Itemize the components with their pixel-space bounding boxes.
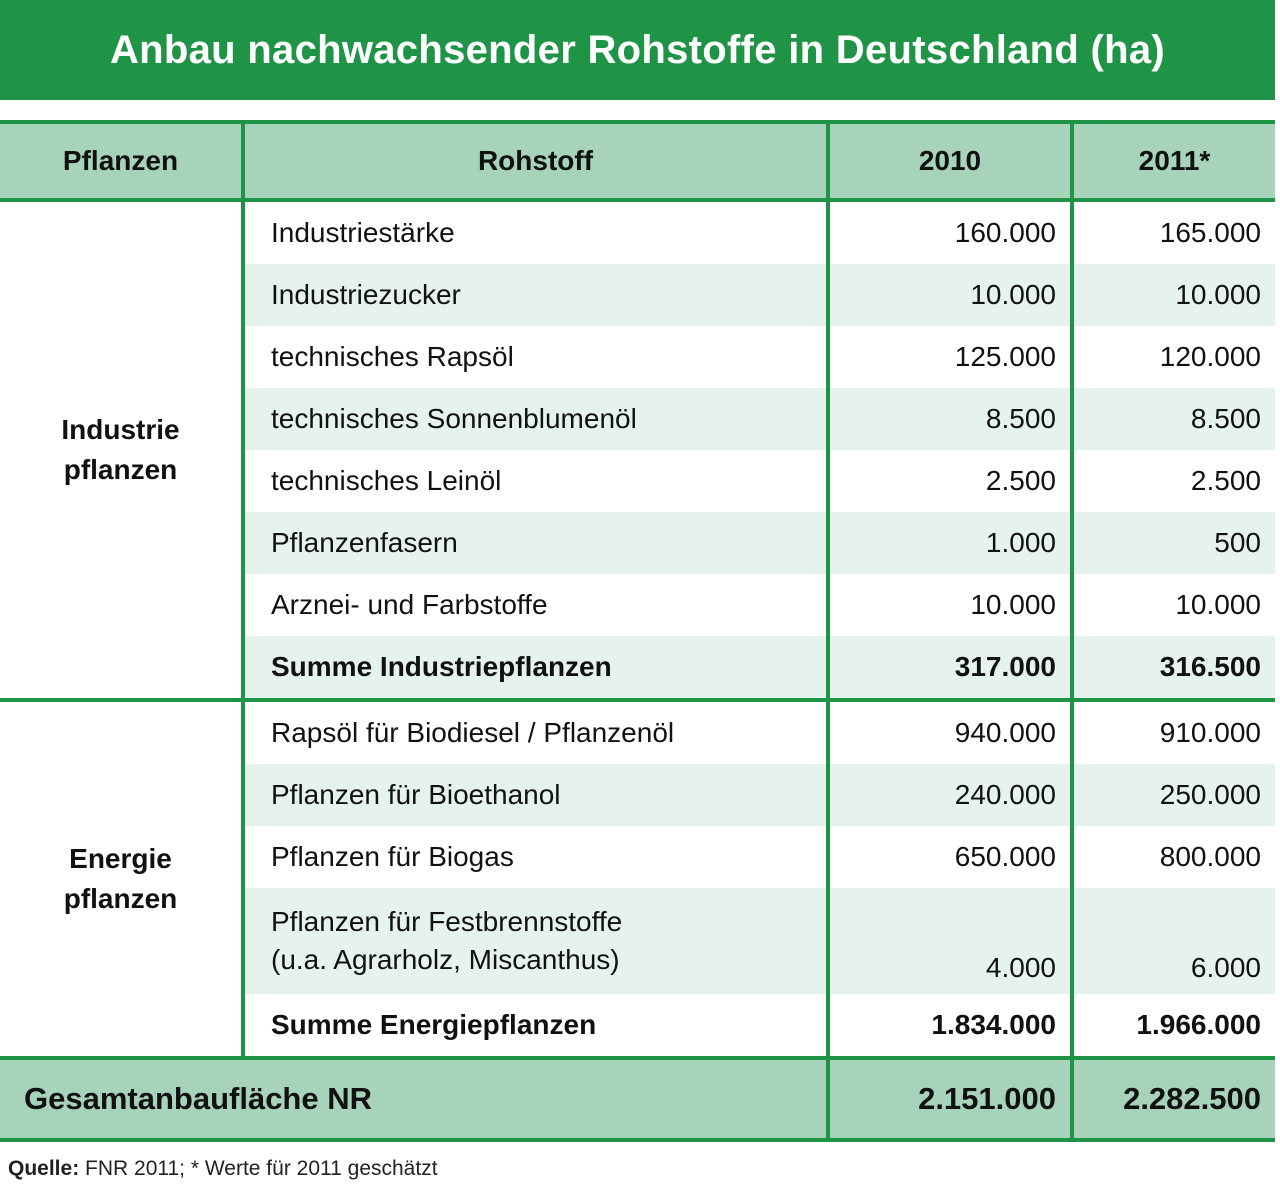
table-body xyxy=(0,200,1275,1140)
value-2010-cell: 940.000 xyxy=(828,700,1072,764)
value-2010-cell: 317.000 xyxy=(828,636,1072,700)
value-2011-cell: 2.500 xyxy=(1190,465,1261,496)
rohstoff-cell: Industriezucker xyxy=(243,264,828,326)
column-header-rohstoff: Rohstoff xyxy=(243,122,828,200)
rohstoff-cell: Pflanzenfasern xyxy=(243,512,828,574)
total-2011-cell: 2.282.500 xyxy=(1072,1058,1275,1140)
value-2010-cell: 650.000 xyxy=(828,826,1072,888)
source-footnote xyxy=(8,1157,438,1181)
sum-label: Summe Energiepflanzen xyxy=(243,994,828,1058)
footnote-source-label: Quelle: xyxy=(8,1157,80,1180)
rohstoff-cell: Pflanzen für Biogas xyxy=(243,826,828,888)
group-label: Energie pflanzen xyxy=(0,700,243,1058)
value-2011-cell: 10.000 xyxy=(1175,589,1261,620)
value-2011-cell: 500 xyxy=(1072,512,1275,574)
rohstoff-cell: technisches Sonnenblumenöl xyxy=(243,388,828,450)
value-2011-cell: 800.000 xyxy=(1159,841,1261,872)
value-2011-cell: 8.500 xyxy=(1072,388,1275,450)
value-2010-cell: 1.834.000 xyxy=(828,994,1072,1058)
table-title: Anbau nachwachsender Rohstoffe in Deutschland (ha) xyxy=(0,0,1275,100)
value-2011-cell: 6.000 xyxy=(1072,888,1275,994)
rohstoff-cell: Industriestärke xyxy=(243,200,828,264)
value-2011-cell: 1.966.000 xyxy=(1136,1009,1261,1040)
total-row xyxy=(0,1058,1275,1140)
value-2010-cell: 10.000 xyxy=(828,264,1072,326)
value-2010-cell: 4.000 xyxy=(828,888,1072,994)
value-2010-cell: 160.000 xyxy=(828,200,1072,264)
value-2011-cell: 250.000 xyxy=(1072,764,1275,826)
value-2010-cell: 8.500 xyxy=(828,388,1072,450)
footnote-text: FNR 2011; * Werte für 2011 geschätzt xyxy=(79,1157,438,1180)
value-2010-cell: 10.000 xyxy=(828,574,1072,636)
rohstoff-cell: Pflanzen für Bioethanol xyxy=(243,764,828,826)
column-header-pflanzen: Pflanzen xyxy=(0,122,243,200)
value-2011-cell: 316.500 xyxy=(1072,636,1275,700)
value-2011-cell: 165.000 xyxy=(1159,217,1261,248)
rohstoff-cell: Rapsöl für Biodiesel / Pflanzenöl xyxy=(243,700,828,764)
value-2010-cell: 2.500 xyxy=(828,450,1072,512)
data-table xyxy=(0,120,1275,1142)
rohstoff-cell: technisches Leinöl xyxy=(243,450,828,512)
value-2010-cell: 1.000 xyxy=(828,512,1072,574)
rohstoff-cell: technisches Rapsöl xyxy=(243,326,828,388)
rohstoff-cell: Arznei- und Farbstoffe xyxy=(243,574,828,636)
column-header-2011: 2011* xyxy=(1072,122,1275,200)
total-2010-cell: 2.151.000 xyxy=(828,1058,1072,1140)
value-2011-cell: 120.000 xyxy=(1159,341,1261,372)
header-row xyxy=(0,122,1275,200)
sum-label: Summe Industriepflanzen xyxy=(243,636,828,700)
value-2010-cell: 125.000 xyxy=(828,326,1072,388)
table-row xyxy=(0,200,1275,264)
group-label: Industrie pflanzen xyxy=(0,200,243,700)
total-label: Gesamtanbaufläche NR xyxy=(0,1058,828,1140)
table-row xyxy=(0,700,1275,764)
column-header-2010: 2010 xyxy=(828,122,1072,200)
value-2011-cell: 10.000 xyxy=(1072,264,1275,326)
value-2010-cell: 240.000 xyxy=(828,764,1072,826)
value-2011-cell: 910.000 xyxy=(1072,700,1275,764)
rohstoff-cell: Pflanzen für Festbrennstoffe (u.a. Agrarholz, Miscanthus) xyxy=(243,888,828,994)
